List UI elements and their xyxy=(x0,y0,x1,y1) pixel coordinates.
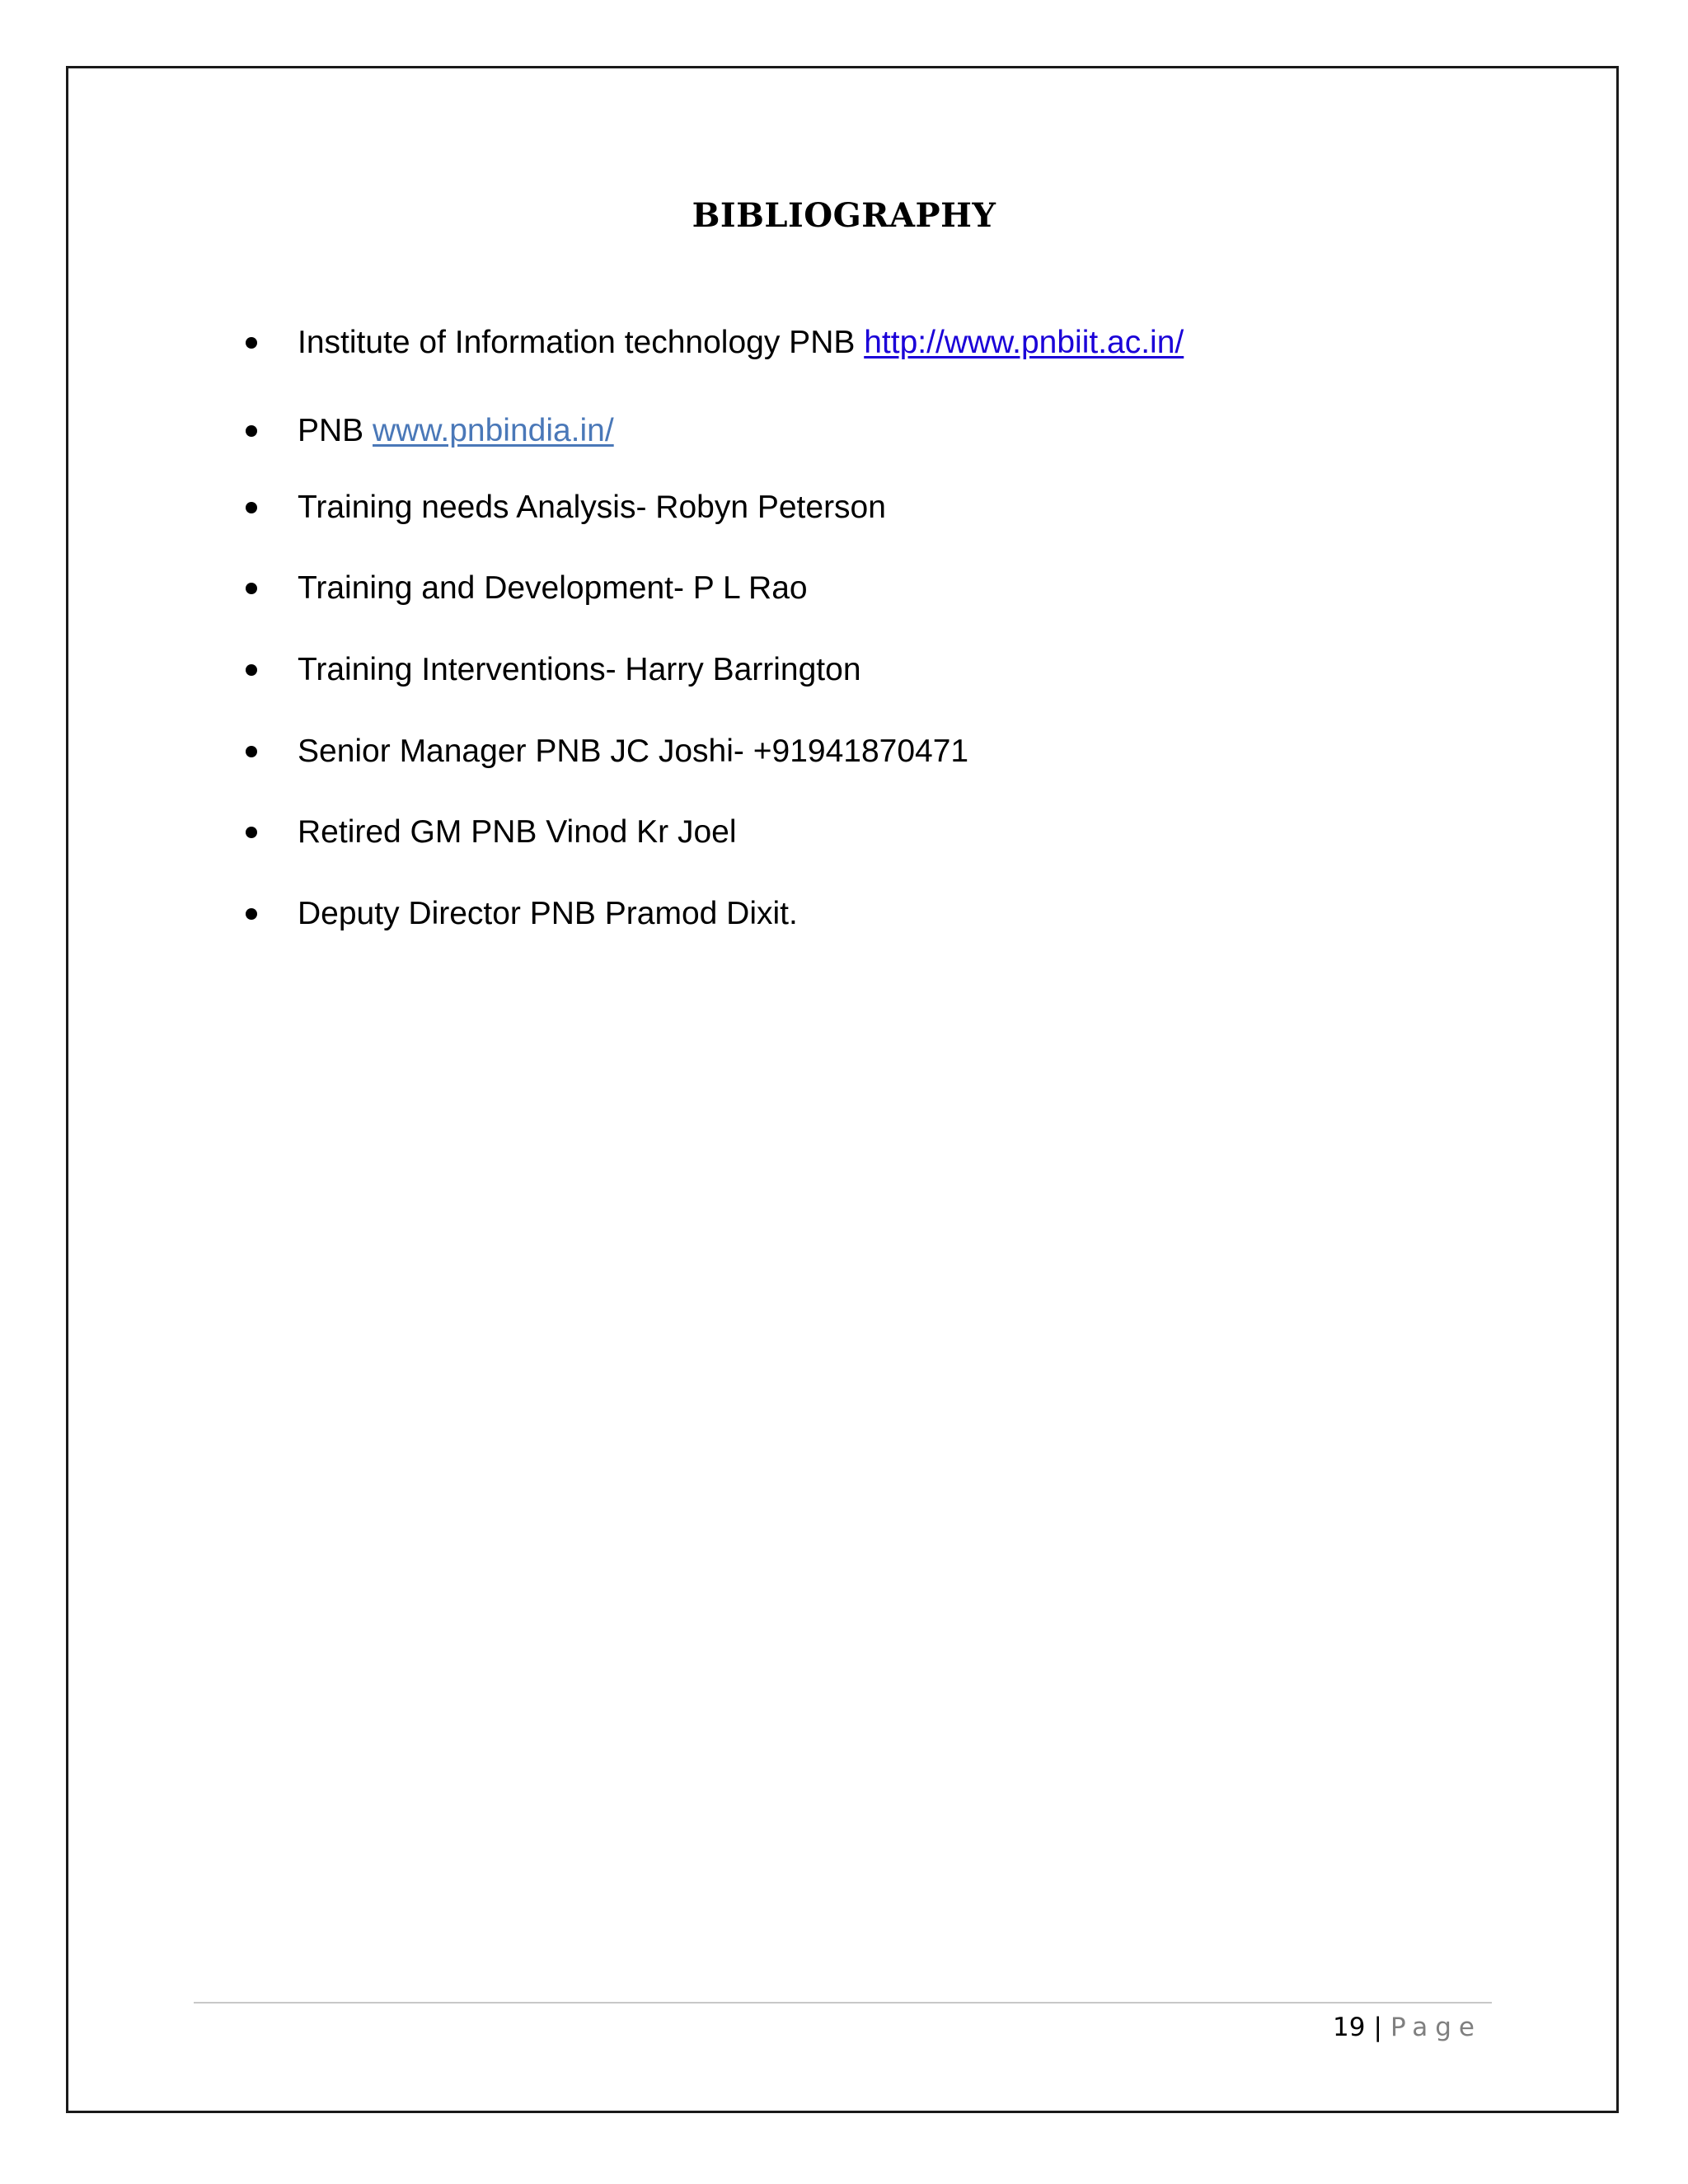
bullet-icon xyxy=(246,583,257,594)
pnbindia-link[interactable]: www.pnbindia.in/ xyxy=(373,413,614,448)
item-text: Senior Manager PNB JC Joshi- +91941870471 xyxy=(298,733,969,769)
bullet-icon xyxy=(246,746,257,757)
pnbiit-link[interactable]: http://www.pnbiit.ac.in/ xyxy=(864,325,1184,360)
footer-separator: | xyxy=(1373,2013,1382,2042)
bullet-icon xyxy=(246,908,257,920)
bullet-icon xyxy=(246,425,257,437)
bullet-icon xyxy=(246,664,257,676)
item-text: Deputy Director PNB Pramod Dixit. xyxy=(298,896,798,931)
item-text: PNB xyxy=(298,413,373,448)
item-text: Training Interventions- Harry Barrington xyxy=(298,652,861,687)
bullet-icon xyxy=(246,827,257,838)
page-number: 19 xyxy=(1333,2013,1366,2042)
bullet-icon xyxy=(246,502,257,513)
item-text: Institute of Information technology PNB xyxy=(298,325,865,360)
page-border xyxy=(66,66,1619,2113)
page-label: Page xyxy=(1390,2013,1482,2042)
footer-divider xyxy=(194,2002,1492,2004)
page-title: BIBLIOGRAPHY xyxy=(692,196,996,235)
item-text: Training needs Analysis- Robyn Peterson xyxy=(298,490,886,525)
item-text: Training and Development- P L Rao xyxy=(298,570,808,606)
bullet-icon xyxy=(246,337,257,349)
page-footer xyxy=(1333,2007,1482,2048)
item-text: Retired GM PNB Vinod Kr Joel xyxy=(298,814,737,850)
